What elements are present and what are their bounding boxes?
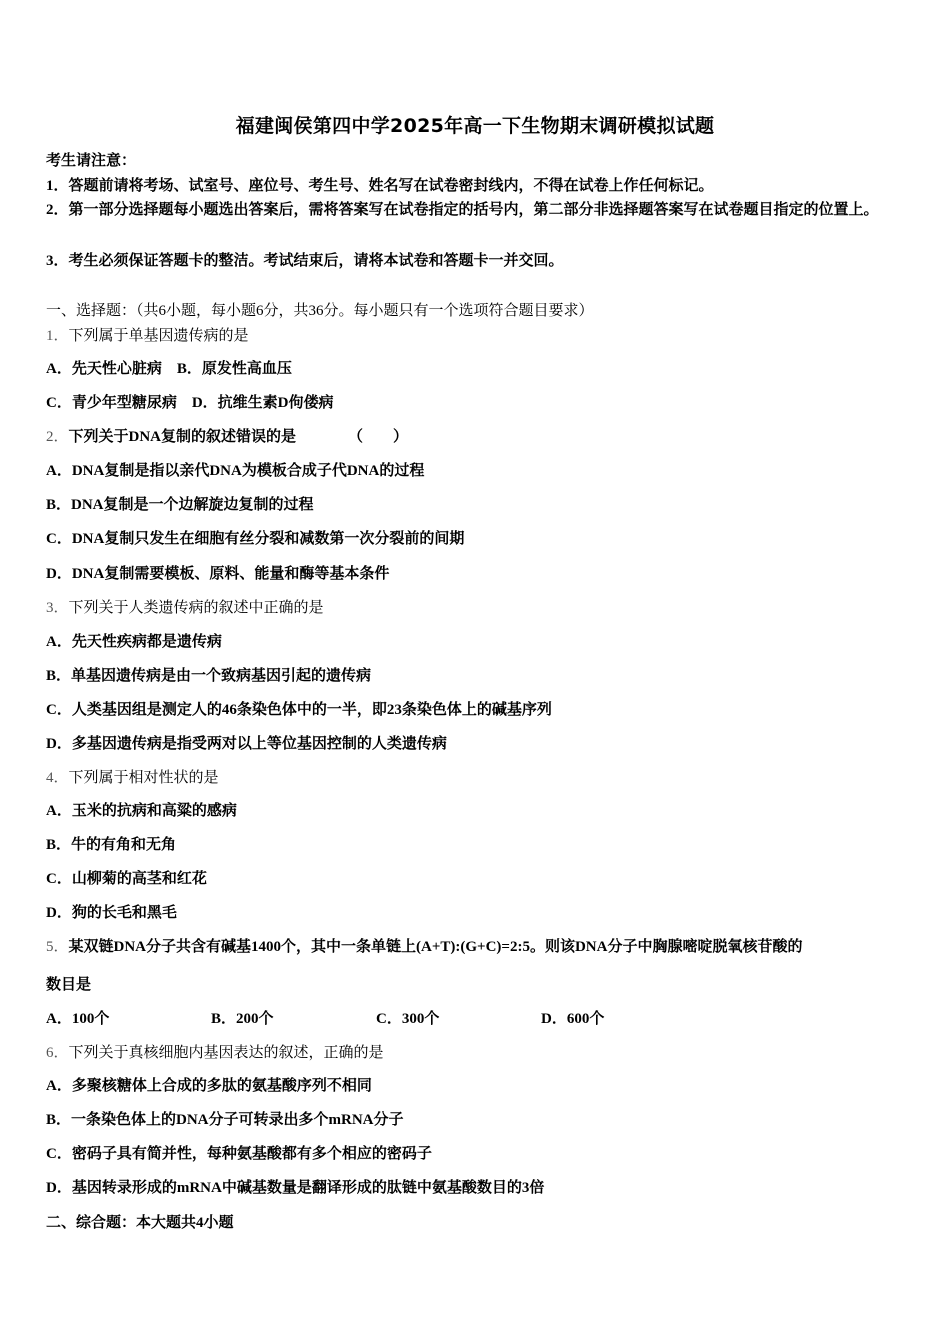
page-title: 福建闽侯第四中学2025年高一下生物期末调研模拟试题 bbox=[235, 115, 715, 137]
question-2-stem bbox=[46, 427, 408, 447]
q2-option-b: B．DNA复制是一个边解旋边复制的过程 bbox=[46, 497, 314, 513]
q5-option-c: C．300个 bbox=[376, 1011, 440, 1027]
question-number: 2． bbox=[46, 429, 69, 445]
question-number: 5． bbox=[46, 939, 69, 955]
question-text: 某双链DNA分子共含有碱基1400个，其中一条单链上(A+T):(G+C)=2:5。则该DNA分子中胸腺嘧啶脱氧核苷酸的 bbox=[68, 939, 803, 955]
notice-item-3: 3．考生必须保证答题卡的整洁。考试结束后，请将本试卷和答题卡一并交回。 bbox=[46, 253, 564, 269]
q4-option-a: A．玉米的抗病和高粱的感病 bbox=[46, 803, 237, 819]
q6-option-a: A．多聚核糖体上合成的多肽的氨基酸序列不相同 bbox=[46, 1078, 372, 1094]
notice-item-2: 2．第一部分选择题每小题选出答案后，需将答案写在试卷指定的括号内，第二部分非选择题答案写在试卷题目指定的位置上。 bbox=[46, 202, 879, 218]
question-text: 下列关于人类遗传病的叙述中正确的是 bbox=[68, 600, 324, 616]
q5-option-d: D．600个 bbox=[541, 1011, 605, 1027]
question-number: 1． bbox=[46, 328, 69, 344]
question-text: 下列属于单基因遗传病的是 bbox=[68, 328, 249, 344]
q5-option-b: B．200个 bbox=[211, 1011, 274, 1027]
q4-option-b: B．牛的有角和无角 bbox=[46, 837, 177, 853]
question-6-stem bbox=[46, 1043, 384, 1063]
q4-option-d: D．狗的长毛和黑毛 bbox=[46, 905, 177, 921]
q2-option-a: A．DNA复制是指以亲代DNA为模板合成子代DNA的过程 bbox=[46, 463, 425, 479]
q1-options-cd: C．青少年型糖尿病 D．抗维生素D佝偻病 bbox=[46, 395, 334, 411]
question-text: 下列关于DNA复制的叙述错误的是 bbox=[68, 429, 297, 445]
q4-option-c: C．山柳菊的高茎和红花 bbox=[46, 871, 207, 887]
question-5-stem bbox=[46, 937, 802, 957]
q3-option-b: B．单基因遗传病是由一个致病基因引起的遗传病 bbox=[46, 668, 372, 684]
question-3-stem bbox=[46, 598, 324, 618]
question-number: 6． bbox=[46, 1045, 69, 1061]
section-heading-choice: 一、选择题：（共6小题，每小题6分，共36分。每小题只有一个选项符合题目要求） bbox=[46, 303, 594, 319]
question-4-stem bbox=[46, 768, 219, 788]
q5-options bbox=[46, 1009, 604, 1029]
section-heading-comprehensive: 二、综合题：本大题共4小题 bbox=[46, 1215, 234, 1231]
q2-option-c: C．DNA复制只发生在细胞有丝分裂和减数第一次分裂前的间期 bbox=[46, 531, 465, 547]
question-text: 下列关于真核细胞内基因表达的叙述，正确的是 bbox=[68, 1045, 384, 1061]
question-number: 4． bbox=[46, 770, 69, 786]
q6-option-c: C．密码子具有简并性，每种氨基酸都有多个相应的密码子 bbox=[46, 1146, 432, 1162]
notice-item-1: 1．答题前请将考场、试室号、座位号、考生号、姓名写在试卷密封线内，不得在试卷上作任何标记。 bbox=[46, 178, 714, 194]
q3-option-c: C．人类基因组是测定人的46条染色体中的一半，即23条染色体上的碱基序列 bbox=[46, 702, 552, 718]
question-5-stem-continued: 数目是 bbox=[46, 977, 92, 993]
q6-option-d: D．基因转录形成的mRNA中碱基数量是翻译形成的肽链中氨基酸数目的3倍 bbox=[46, 1180, 545, 1196]
notice-heading: 考生请注意： bbox=[46, 153, 137, 169]
q1-options-ab: A．先天性心脏病 B．原发性高血压 bbox=[46, 361, 292, 377]
question-number: 3． bbox=[46, 600, 69, 616]
q5-option-a: A．100个 bbox=[46, 1011, 110, 1027]
answer-parentheses: （ ） bbox=[348, 429, 409, 445]
q3-option-d: D．多基因遗传病是指受两对以上等位基因控制的人类遗传病 bbox=[46, 736, 447, 752]
q6-option-b: B．一条染色体上的DNA分子可转录出多个mRNA分子 bbox=[46, 1112, 404, 1128]
q3-option-a: A．先天性疾病都是遗传病 bbox=[46, 634, 222, 650]
question-text: 下列属于相对性状的是 bbox=[68, 770, 219, 786]
q2-option-d: D．DNA复制需要模板、原料、能量和酶等基本条件 bbox=[46, 566, 390, 582]
question-1-stem bbox=[46, 326, 249, 346]
